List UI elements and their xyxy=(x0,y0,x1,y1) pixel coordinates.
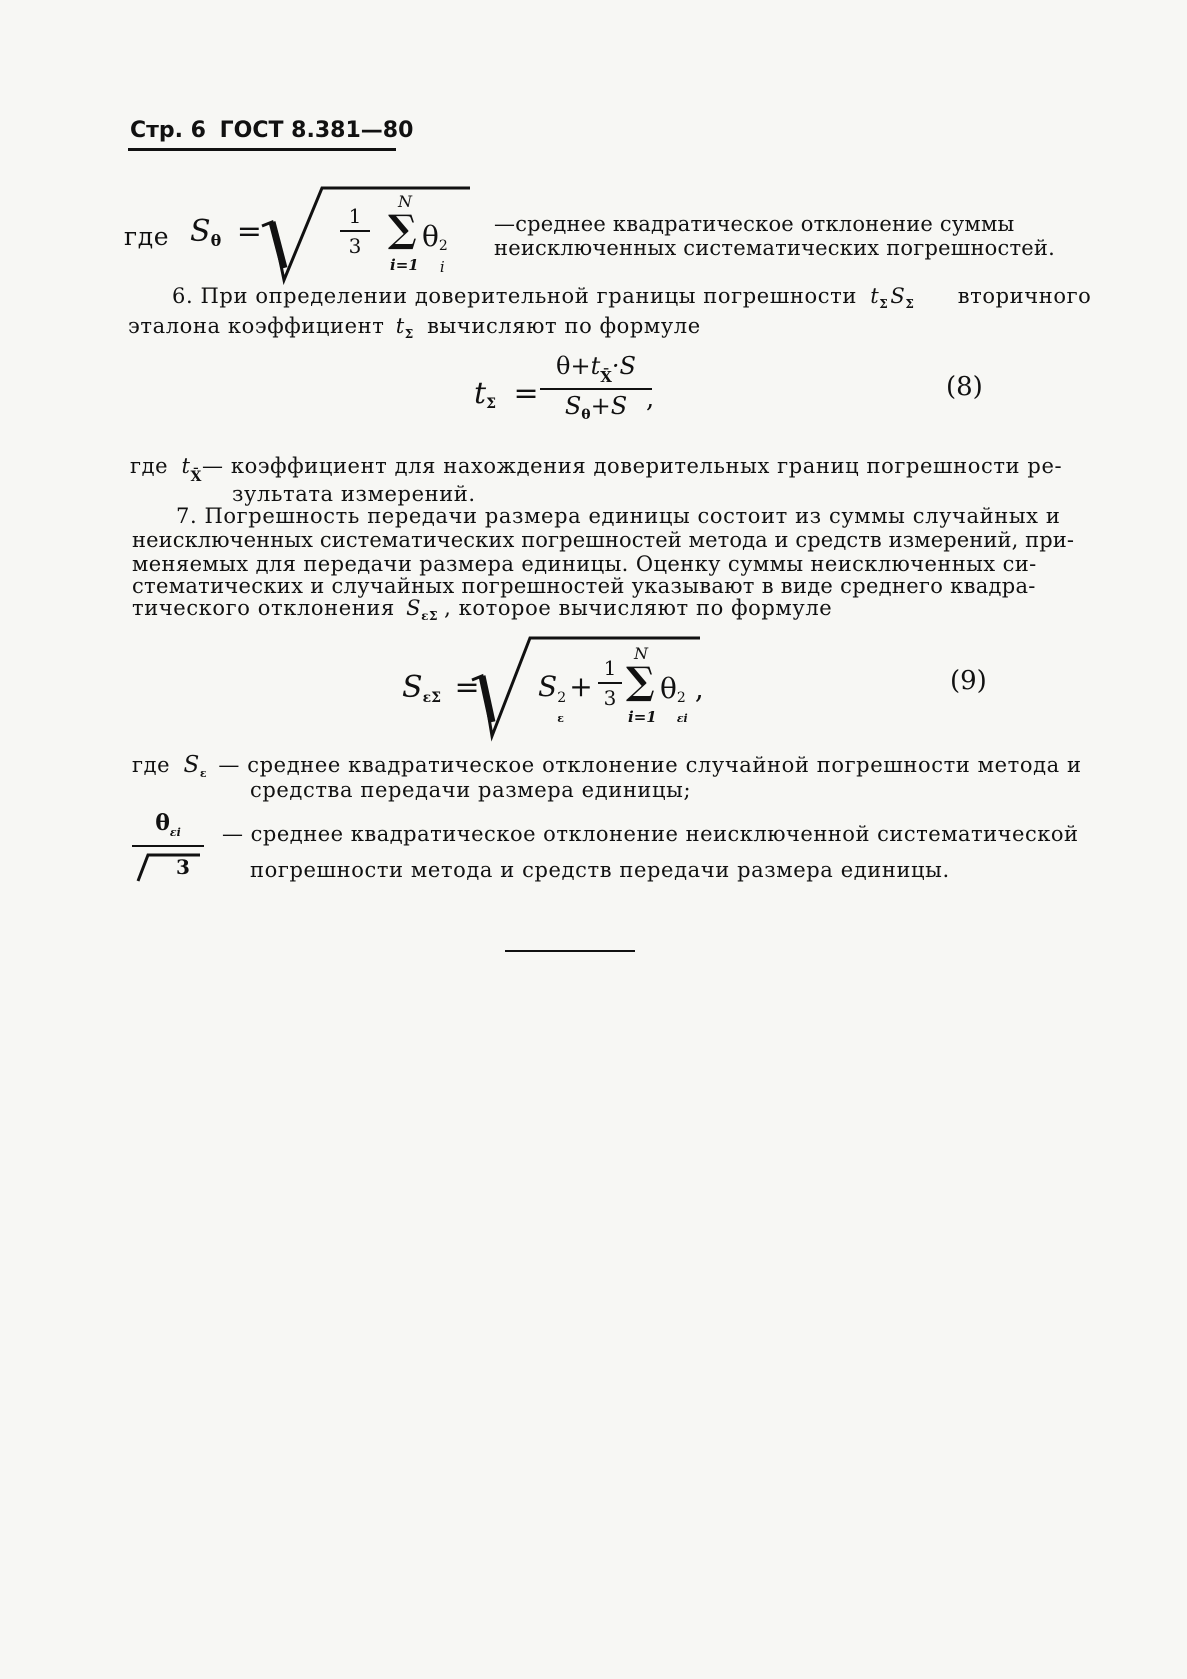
formula7-sum-sign: ∑ xyxy=(388,206,417,251)
formula7-lead: где xyxy=(124,222,170,251)
formula7-term: θ 2 i xyxy=(422,220,448,276)
para7-line1: 7. Погрешность передачи размера единицы состоит из суммы случайных и xyxy=(176,504,1061,528)
formula7-fraction: 1 3 xyxy=(340,204,370,258)
page-header xyxy=(130,118,413,143)
end-rule xyxy=(505,950,635,952)
formula8-lhs: $t_\Sigma$ = xyxy=(474,376,539,412)
formula9-term1: S 2 ε + xyxy=(538,670,593,725)
para7-line2: неисключенных систематических погрешностей метода и средств измерений, при- xyxy=(132,528,1075,552)
standard-number: ГОСТ 8.381—80 xyxy=(219,118,414,143)
formula7-desc-line2: неисключенных систематических погрешностей. xyxy=(494,236,1055,260)
formula8-number: (8) xyxy=(946,372,983,402)
where8-line2: зультата измерений. xyxy=(232,482,476,506)
para6-line1: 6. При определении доверительной границы погрешности $t_\Sigma S_\Sigma$ вторичного xyxy=(172,284,1092,311)
page-label: Стр. 6 xyxy=(130,118,206,143)
where9-line3: — среднее квадратическое отклонение неисключенной систематической xyxy=(222,822,1079,846)
para6-line2: эталона коэффициент $t_\Sigma$ вычисляют по формуле xyxy=(128,314,701,341)
where8-line1: где $t_{X̄}—$ коэффициент для нахождения доверительных границ погрешности ре- xyxy=(130,454,1063,485)
where9-line1: где $S_\varepsilon$ — среднее квадратическое отклонение случайной погрешности метода и xyxy=(132,752,1082,780)
formula9-fraction: 1 3 xyxy=(598,656,622,710)
para7-line3: меняемых для передачи размера единицы. Оценку суммы неисключенных си- xyxy=(132,552,1037,576)
where9-fraction: $\theta_{\varepsilon i}$ 3 xyxy=(132,810,204,883)
formula8-fraction: $\theta+t_{X̄}\cdot S$ $S_\theta+S$ xyxy=(540,352,652,423)
header-rule xyxy=(128,148,396,151)
formula8-comma: , xyxy=(646,384,655,414)
para7-line4: стематических и случайных погрешностей указывают в виде среднего квадра- xyxy=(132,574,1036,598)
where9-line4: погрешности метода и средств передачи размера единицы. xyxy=(250,858,950,882)
formula9-sum-bottom: i=1 xyxy=(628,708,657,726)
formula9-term2: θ 2 εi , xyxy=(660,672,704,725)
formula7-sum-top: N xyxy=(398,192,412,211)
where9-radical xyxy=(134,851,204,885)
formula9-number: (9) xyxy=(950,666,987,696)
where9-line2: средства передачи размера единицы; xyxy=(250,778,692,802)
formula9-sum-sign: ∑ xyxy=(626,658,655,703)
formula7-lhs: $S_\theta$ = xyxy=(190,214,262,250)
formula9-sum-top: N xyxy=(634,644,648,663)
formula9-lhs: $S_{\varepsilon\Sigma}$ = xyxy=(402,670,480,706)
formula7-desc-line1: —среднее квадратическое отклонение суммы xyxy=(494,212,1015,236)
para7-line5: тического отклонения $S_{\varepsilon\Sigma}$ , которое вычисляют по формуле xyxy=(132,596,833,623)
formula7-sum-bottom: i=1 xyxy=(390,256,419,274)
